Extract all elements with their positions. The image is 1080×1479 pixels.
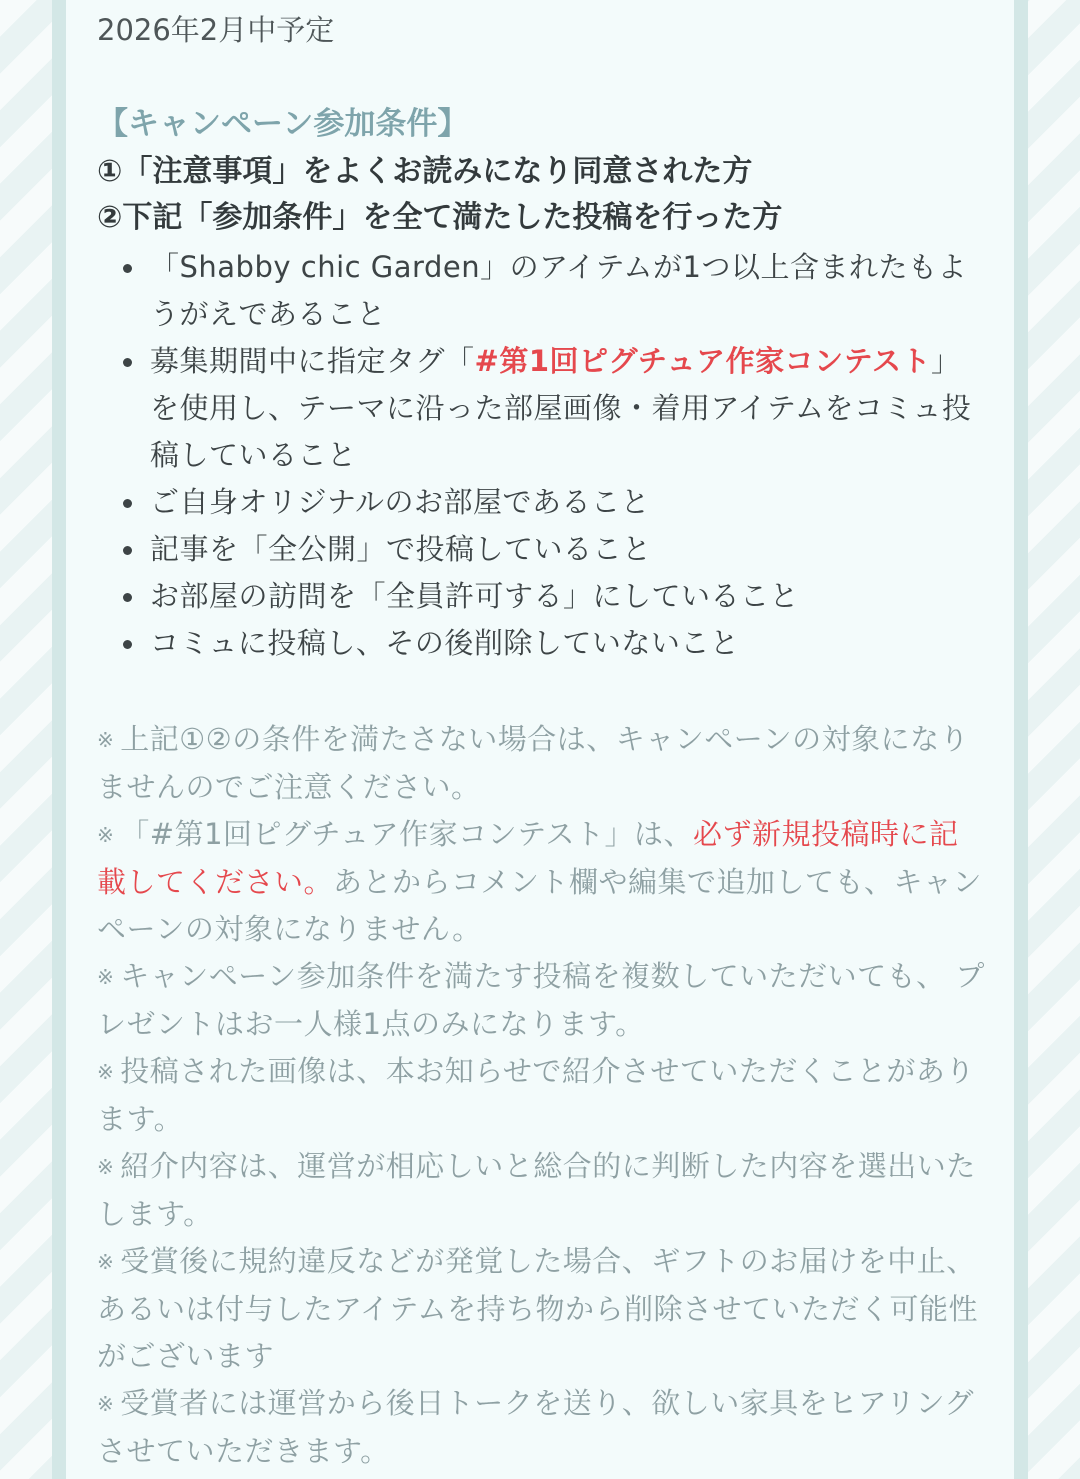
bullet-icon [123, 640, 132, 649]
bullet-icon [123, 499, 132, 508]
campaign-conditions-heading: 【キャンペーン参加条件】 [97, 106, 469, 142]
note-item: ※ 投稿された画像は、本お知らせで紹介させていただくことがあります。 [97, 1054, 975, 1136]
bullet-icon [123, 593, 132, 602]
bullet-icon [123, 264, 132, 273]
note-item: ※ 紹介内容は、運営が相応しいと総合的に判断した内容を選出いたします。 [97, 1149, 976, 1231]
note-item: ※ 受賞者には運営から後日トークを送り、欲しい家具をヒアリングさせていただきます。 [97, 1386, 975, 1468]
list-item: 募集期間中に指定タグ「#第1回ピグチュア作家コンテスト」を使用し、テーマに沿った部屋画像・着用アイテムをコミュ投稿していること [97, 338, 987, 479]
note-item: ※ キャンペーン参加条件を満たす投稿を複数していただいても、 プレゼントはお一人様1点のみになります。 [97, 959, 985, 1041]
schedule-date: 2026年2月中予定 [97, 13, 335, 47]
notes-block [97, 716, 987, 1475]
requirements-list [97, 244, 987, 667]
bullet-icon [123, 546, 132, 555]
hashtag-link[interactable]: #第1回ピグチュア作家コンテスト [474, 344, 931, 378]
bullet-icon [123, 358, 132, 367]
condition-2: ②下記「参加条件」を全て満たした投稿を行った方 [97, 200, 783, 235]
list-item: ご自身オリジナルのお部屋であること [97, 479, 987, 526]
list-item: コミュに投稿し、その後削除していないこと [97, 620, 987, 667]
note-item: ※ 上記①②の条件を満たさない場合は、キャンペーンの対象になりませんのでご注意ください。 [97, 722, 970, 804]
note-item: ※ 「#第1回ピグチュア作家コンテスト」は、必ず新規投稿時に記載してください。あとからコメント欄や編集で追加しても、キャンペーンの対象になりません。 [97, 817, 983, 946]
list-item: 「Shabby chic Garden」のアイテムが1つ以上含まれたもようがえであること [97, 244, 987, 338]
emphasis-text: 必ず新規投稿時に記載してください。 [97, 817, 959, 899]
condition-1: ①「注意事項」をよくお読みになり同意された方 [97, 154, 753, 189]
list-item: お部屋の訪問を「全員許可する」にしていること [97, 573, 987, 620]
note-item: ※ 受賞後に規約違反などが発覚した場合、ギフトのお届けを中止、あるいは付与したアイテムを持ち物から削除させていただく可能性がございます [97, 1244, 978, 1373]
list-item: 記事を「全公開」で投稿していること [97, 526, 987, 573]
